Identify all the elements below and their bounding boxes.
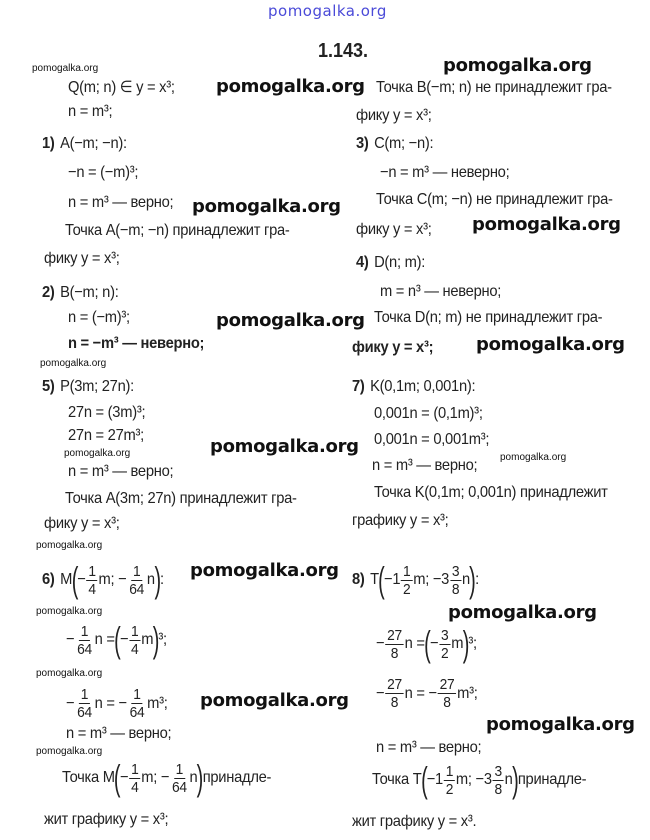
item-number: 4)	[356, 254, 369, 271]
watermark-large: pomogalka.org	[486, 714, 635, 735]
text-segment: n	[504, 771, 513, 788]
fraction-numerator: 1	[131, 760, 139, 778]
fraction-denominator: 64	[77, 704, 92, 721]
text-segment: принадле-	[517, 771, 587, 788]
math-line	[68, 462, 173, 482]
text-segment: −	[376, 635, 385, 652]
text-segment: ³;	[158, 631, 167, 648]
text-segment: Точка T	[372, 771, 422, 788]
text-segment: Точка B(−m; n) не принадлежит гра-	[376, 79, 612, 96]
fraction-denominator: 2	[403, 580, 411, 598]
text-segment: −1	[384, 571, 401, 588]
text-segment: P(3m; 27n):	[60, 378, 134, 395]
text-line	[352, 511, 448, 531]
fraction-numerator: 1	[175, 760, 184, 778]
fraction-denominator: 2	[441, 644, 449, 662]
text-segment: −	[66, 694, 75, 712]
item-number: 1)	[42, 135, 55, 152]
large-parenthesis: (	[71, 559, 78, 600]
text-line	[65, 489, 297, 509]
math-line	[68, 163, 138, 183]
text-segment: n = m³ — верно;	[372, 457, 478, 474]
fraction-numerator: 1	[80, 622, 89, 640]
text-line	[376, 78, 612, 98]
text-segment: n = m³;	[68, 103, 113, 120]
large-parenthesis: )	[196, 757, 204, 798]
math-line	[42, 134, 127, 154]
text-segment: M	[60, 571, 73, 588]
text-line	[62, 757, 272, 798]
text-segment: Точка D(n; m) не принадлежит гра-	[374, 309, 603, 326]
math-line	[372, 456, 477, 476]
text-segment: n = −	[94, 694, 127, 712]
text-segment: :	[159, 571, 164, 588]
fraction-numerator: 3	[494, 762, 502, 780]
text-segment: Q(m; n) ∈ y = x³;	[68, 79, 175, 96]
fraction-denominator: 64	[171, 778, 187, 796]
fraction	[438, 676, 456, 711]
fraction-denominator: 2	[445, 780, 454, 798]
math-line	[376, 676, 478, 711]
text-segment: −	[376, 684, 385, 702]
text-line	[44, 810, 168, 830]
math-line	[66, 686, 168, 721]
math-line	[380, 163, 509, 183]
text-segment: n	[189, 769, 198, 786]
text-line	[44, 249, 120, 269]
fraction	[129, 623, 140, 658]
fraction-numerator: 1	[403, 562, 411, 580]
watermark-large: pomogalka.org	[443, 55, 592, 76]
large-parenthesis: )	[152, 619, 160, 660]
fraction	[75, 686, 93, 721]
text-segment: жит графику y = x³.	[352, 813, 477, 830]
text-segment: −	[119, 631, 129, 648]
fraction-numerator: 1	[132, 562, 141, 580]
large-parenthesis: )	[462, 623, 470, 664]
text-segment: 0,001n = 0,001m³;	[374, 431, 490, 448]
text-segment: −1	[426, 771, 443, 788]
math-line	[42, 283, 119, 303]
watermark-small: pomogalka.org	[40, 358, 107, 369]
text-segment: −n = m³ — неверно;	[380, 164, 510, 181]
text-line	[356, 106, 432, 126]
text-segment: m	[451, 635, 464, 652]
fraction	[128, 686, 146, 721]
text-segment: C(m; −n):	[374, 135, 434, 152]
item-number: 2)	[42, 284, 55, 301]
text-segment: m = n³ — неверно;	[380, 283, 502, 300]
text-segment: :	[475, 571, 479, 588]
math-line	[68, 334, 204, 354]
watermark-small: pomogalka.org	[500, 452, 567, 463]
text-segment: n =	[94, 631, 115, 648]
text-segment: −	[66, 631, 75, 648]
fraction-denominator: 64	[129, 580, 145, 598]
text-segment: 27n = (3m)³;	[68, 404, 146, 421]
text-segment: n = m³ — верно;	[376, 739, 482, 756]
item-number: 8)	[352, 571, 365, 588]
math-line	[68, 308, 130, 328]
text-line	[376, 190, 613, 210]
fraction-denominator: 8	[451, 580, 460, 598]
fraction-numerator: 27	[387, 676, 402, 693]
math-line	[356, 253, 425, 273]
fraction-numerator: 1	[88, 562, 96, 580]
text-segment: 0,001n = (0,1m)³;	[374, 405, 483, 422]
text-segment: n	[146, 571, 155, 588]
fraction-denominator: 8	[390, 644, 399, 662]
math-line	[376, 623, 477, 664]
text-segment: m	[141, 631, 154, 648]
item-number: 3)	[356, 135, 369, 152]
text-segment: −	[77, 571, 86, 588]
text-segment: n = m³ — верно;	[68, 463, 174, 480]
math-line	[374, 404, 483, 424]
text-segment: K(0,1m; 0,001n):	[370, 378, 476, 395]
text-segment: жит графику y = x³;	[44, 811, 169, 828]
text-segment: T	[370, 571, 379, 588]
fraction	[170, 761, 188, 796]
fraction-numerator: 1	[133, 686, 141, 703]
text-segment: Точка C(m; −n) не принадлежит гра-	[376, 191, 613, 208]
fraction-denominator: 8	[443, 694, 451, 711]
watermark-large: pomogalka.org	[448, 602, 597, 623]
text-segment: ³;	[468, 635, 477, 652]
math-line	[352, 377, 475, 397]
large-parenthesis: (	[420, 759, 428, 800]
fraction-numerator: 1	[445, 762, 454, 780]
fraction	[385, 676, 403, 711]
math-line	[68, 426, 144, 446]
text-segment: D(n; m):	[374, 254, 426, 271]
fraction-denominator: 4	[88, 580, 96, 598]
text-segment: n = −	[404, 684, 437, 702]
text-segment: 27n = 27m³;	[68, 427, 144, 444]
fraction	[127, 563, 145, 598]
watermark-small: pomogalka.org	[36, 668, 103, 679]
math-line	[374, 430, 489, 450]
math-line	[380, 282, 501, 302]
watermark-small: pomogalka.org	[36, 540, 103, 551]
item-number: 6)	[42, 571, 55, 588]
text-segment: n = (−m)³;	[68, 309, 130, 326]
large-parenthesis: (	[424, 623, 431, 664]
text-segment: графику y = x³;	[352, 512, 449, 529]
fraction	[450, 563, 461, 598]
fraction-numerator: 27	[387, 626, 402, 644]
fraction-denominator: 8	[494, 780, 502, 798]
watermark-small: pomogalka.org	[32, 63, 99, 74]
exercise-number: 1.143.	[318, 40, 369, 62]
text-segment: m; −	[141, 769, 170, 786]
text-segment: −	[120, 769, 129, 786]
watermark-large: pomogalka.org	[472, 214, 621, 235]
large-parenthesis: (	[114, 619, 121, 660]
fraction	[493, 763, 504, 798]
math-line	[66, 724, 171, 744]
fraction	[385, 627, 403, 662]
text-line	[352, 338, 433, 358]
large-parenthesis: (	[378, 559, 385, 600]
text-segment: n =	[404, 635, 425, 652]
text-segment: m; −	[98, 571, 127, 588]
math-line	[42, 377, 134, 397]
text-segment: n = m³ — верно;	[66, 725, 172, 742]
watermark-large: pomogalka.org	[192, 196, 341, 217]
math-line	[376, 738, 481, 758]
fraction	[401, 563, 412, 598]
text-line	[65, 221, 290, 241]
math-line	[356, 134, 433, 154]
text-segment: принадле-	[202, 769, 272, 786]
math-line	[68, 403, 145, 423]
fraction	[444, 763, 455, 798]
text-segment: Точка A(−m; −n) принадлежит гра-	[65, 222, 290, 239]
text-segment: Точка A(3m; 27n) принадлежит гра-	[65, 490, 297, 507]
text-segment: B(−m; n):	[60, 284, 119, 301]
watermark-large: pomogalka.org	[216, 310, 365, 331]
text-segment: n = −m³ — неверно;	[68, 335, 205, 352]
text-segment: фику y = x³;	[44, 515, 120, 532]
large-parenthesis: )	[154, 559, 161, 600]
text-segment: −n = (−m)³;	[68, 164, 139, 181]
text-segment: фику y = x³;	[356, 107, 432, 124]
large-parenthesis: )	[469, 559, 476, 600]
fraction	[129, 761, 140, 796]
text-line	[352, 812, 476, 832]
watermark-small: pomogalka.org	[36, 606, 103, 617]
math-line	[66, 619, 167, 660]
fraction-denominator: 4	[131, 640, 139, 658]
watermark-large: pomogalka.org	[216, 76, 365, 97]
text-segment: A(−m; −n):	[60, 135, 127, 152]
math-line	[68, 102, 112, 122]
text-segment: n	[461, 571, 470, 588]
fraction	[75, 623, 93, 658]
text-segment: Точка M	[62, 769, 115, 786]
fraction-numerator: 3	[451, 562, 460, 580]
site-watermark-header: pomogalka.org	[268, 2, 387, 20]
math-line	[68, 78, 175, 98]
fraction-numerator: 27	[439, 676, 455, 693]
watermark-large: pomogalka.org	[210, 436, 359, 457]
item-number: 5)	[42, 378, 55, 395]
watermark-small: pomogalka.org	[36, 746, 103, 757]
large-parenthesis: )	[511, 759, 519, 800]
text-segment: m³;	[147, 694, 168, 712]
math-line	[68, 193, 173, 213]
math-line	[352, 559, 479, 600]
text-segment: Точка K(0,1m; 0,001n) принадлежит	[374, 484, 608, 501]
fraction	[439, 627, 450, 662]
text-segment: n = m³ — верно;	[68, 194, 174, 211]
text-line	[374, 308, 602, 328]
item-number: 7)	[352, 378, 365, 395]
text-segment: −	[429, 635, 439, 652]
text-segment: фику y = x³;	[44, 250, 120, 267]
text-line	[374, 483, 608, 503]
text-line	[356, 220, 432, 240]
text-segment: фику y = x³;	[352, 339, 434, 356]
fraction-numerator: 1	[131, 622, 139, 640]
text-segment: m³;	[457, 684, 478, 702]
watermark-large: pomogalka.org	[476, 334, 625, 355]
watermark-large: pomogalka.org	[190, 560, 339, 581]
fraction-numerator: 3	[441, 626, 449, 644]
text-line	[44, 514, 120, 534]
watermark-large: pomogalka.org	[200, 690, 349, 711]
large-parenthesis: (	[114, 757, 121, 798]
fraction-denominator: 8	[390, 694, 399, 711]
watermark-small: pomogalka.org	[64, 448, 131, 459]
text-segment: фику y = x³;	[356, 221, 432, 238]
fraction-denominator: 64	[77, 640, 92, 658]
text-segment: m; −3	[455, 771, 492, 788]
fraction-denominator: 64	[129, 704, 145, 721]
text-line	[372, 759, 587, 800]
fraction-numerator: 1	[80, 686, 89, 703]
text-segment: m; −3	[413, 571, 450, 588]
fraction	[87, 563, 98, 598]
math-line	[42, 559, 164, 600]
fraction-denominator: 4	[131, 778, 139, 796]
